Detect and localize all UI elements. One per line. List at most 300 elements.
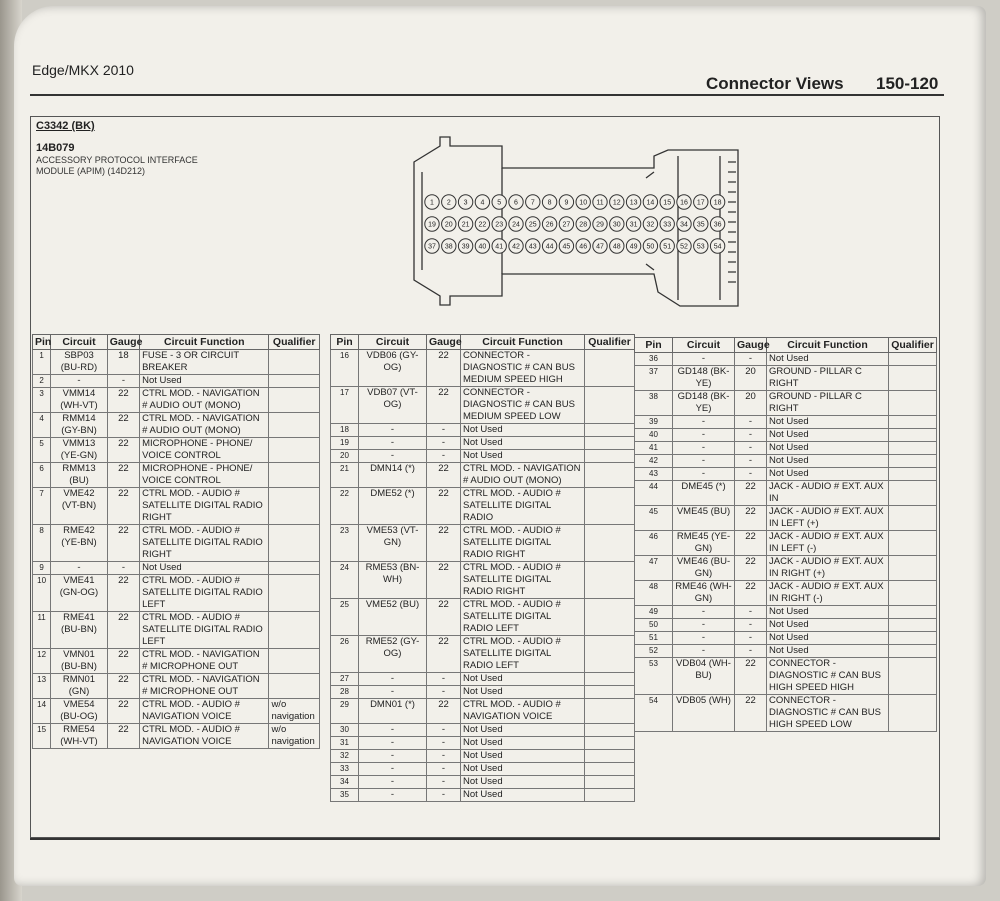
gauge-cell: 22 <box>107 413 139 438</box>
circuit-cell: - <box>673 416 735 429</box>
qualifier-cell <box>269 649 320 674</box>
qualifier-cell <box>585 776 635 789</box>
gauge-cell: 22 <box>427 350 461 387</box>
circuit-cell: RMN01 (GN) <box>51 674 108 699</box>
function-cell: Not Used <box>767 416 889 429</box>
qualifier-cell <box>269 575 320 612</box>
gauge-cell: 22 <box>735 481 767 506</box>
pin-cell: 39 <box>635 416 673 429</box>
function-cell: GROUND - PILLAR C RIGHT <box>767 391 889 416</box>
circuit-cell: VMM14 (WH-VT) <box>51 388 108 413</box>
col-circuit: Circuit <box>359 335 427 350</box>
qualifier-cell <box>889 632 937 645</box>
pin-table-3 <box>634 337 937 732</box>
circuit-cell: - <box>359 424 427 437</box>
function-cell: Not Used <box>767 619 889 632</box>
table-row <box>635 468 937 481</box>
table-row <box>331 673 635 686</box>
function-cell: CONNECTOR - DIAGNOSTIC # CAN BUS MEDIUM SPEED LOW <box>461 387 585 424</box>
gauge-cell: 22 <box>107 525 139 562</box>
function-cell: CTRL MOD. - AUDIO # NAVIGATION VOICE <box>140 699 269 724</box>
pin-cell: 40 <box>635 429 673 442</box>
circuit-cell: - <box>673 468 735 481</box>
qualifier-cell <box>889 695 937 732</box>
circuit-cell: RMM14 (GY-BN) <box>51 413 108 438</box>
pin-number: 45 <box>562 243 571 251</box>
pin-number: 25 <box>528 221 537 229</box>
function-cell: Not Used <box>767 442 889 455</box>
function-cell: CTRL MOD. - NAVIGATION # AUDIO OUT (MONO) <box>140 388 269 413</box>
qualifier-cell <box>889 531 937 556</box>
gauge-cell: - <box>735 619 767 632</box>
table-row <box>33 388 320 413</box>
table-row <box>331 750 635 763</box>
gauge-cell: 22 <box>427 525 461 562</box>
table-row <box>635 506 937 531</box>
circuit-cell: - <box>359 673 427 686</box>
pin-number: 19 <box>428 221 436 229</box>
table-row <box>635 556 937 581</box>
function-cell: JACK - AUDIO # EXT. AUX IN RIGHT (+) <box>767 556 889 581</box>
table-row <box>635 429 937 442</box>
qualifier-cell <box>269 375 320 388</box>
gauge-cell: 22 <box>107 463 139 488</box>
gauge-cell: 20 <box>735 366 767 391</box>
circuit-cell: - <box>673 442 735 455</box>
circuit-cell: VDB07 (VT-OG) <box>359 387 427 424</box>
circuit-cell: RME54 (WH-VT) <box>51 724 108 749</box>
pin-number: 24 <box>512 221 520 229</box>
gauge-cell: - <box>427 450 461 463</box>
gauge-cell: - <box>107 375 139 388</box>
pin-number: 1 <box>430 199 434 207</box>
pin-cell: 1 <box>33 350 51 375</box>
qualifier-cell <box>585 686 635 699</box>
circuit-cell: GD148 (BK-YE) <box>673 391 735 416</box>
qualifier-cell <box>269 612 320 649</box>
col-gauge: Gauge <box>735 338 767 353</box>
pin-cell: 50 <box>635 619 673 632</box>
pin-cell: 13 <box>33 674 51 699</box>
table-row <box>331 636 635 673</box>
pin-number: 20 <box>444 221 453 229</box>
pin-number: 41 <box>495 243 504 251</box>
pin-number: 39 <box>461 243 470 251</box>
table-row <box>635 416 937 429</box>
qualifier-cell <box>269 388 320 413</box>
pin-cell: 48 <box>635 581 673 606</box>
pin-cell: 52 <box>635 645 673 658</box>
function-cell: CONNECTOR - DIAGNOSTIC # CAN BUS HIGH SPEED LOW <box>767 695 889 732</box>
function-cell: Not Used <box>461 750 585 763</box>
pin-cell: 16 <box>331 350 359 387</box>
function-cell: Not Used <box>461 437 585 450</box>
function-cell: Not Used <box>767 645 889 658</box>
pin-cell: 28 <box>331 686 359 699</box>
qualifier-cell <box>889 619 937 632</box>
table-row <box>331 699 635 724</box>
connector-id: C3342 (BK) <box>36 120 95 132</box>
table-row <box>331 437 635 450</box>
circuit-cell: - <box>359 437 427 450</box>
qualifier-cell <box>585 450 635 463</box>
gauge-cell: 20 <box>735 391 767 416</box>
table-row <box>331 724 635 737</box>
pin-number: 54 <box>713 243 722 251</box>
gauge-cell: - <box>735 645 767 658</box>
table-row <box>331 525 635 562</box>
function-cell: Not Used <box>461 789 585 802</box>
gauge-cell: - <box>427 750 461 763</box>
table-row <box>331 450 635 463</box>
table-row <box>33 375 320 388</box>
pin-number: 32 <box>646 221 655 229</box>
table-row <box>331 776 635 789</box>
function-cell: Not Used <box>461 737 585 750</box>
qualifier-cell <box>585 424 635 437</box>
table-row <box>635 481 937 506</box>
function-cell: Not Used <box>461 724 585 737</box>
circuit-cell: VMM13 (YE-GN) <box>51 438 108 463</box>
function-cell: Not Used <box>461 424 585 437</box>
page-number: 150-120 <box>876 74 939 93</box>
circuit-cell: - <box>673 619 735 632</box>
qualifier-cell <box>585 636 635 673</box>
pin-cell: 27 <box>331 673 359 686</box>
pin-cell: 12 <box>33 649 51 674</box>
function-cell: Not Used <box>461 686 585 699</box>
table-row <box>635 581 937 606</box>
circuit-cell: VDB05 (WH) <box>673 695 735 732</box>
pin-cell: 23 <box>331 525 359 562</box>
pin-table-1 <box>32 334 320 749</box>
pin-number: 26 <box>545 221 554 229</box>
table-row <box>635 606 937 619</box>
pin-number: 27 <box>562 221 571 229</box>
function-cell: CTRL MOD. - AUDIO # NAVIGATION VOICE <box>461 699 585 724</box>
function-cell: CTRL MOD. - NAVIGATION # MICROPHONE OUT <box>140 649 269 674</box>
pin-cell: 30 <box>331 724 359 737</box>
col-pin: Pin <box>33 335 51 350</box>
pin-number: 33 <box>663 221 672 229</box>
function-cell: JACK - AUDIO # EXT. AUX IN LEFT (+) <box>767 506 889 531</box>
function-cell: MICROPHONE - PHONE/ VOICE CONTROL <box>140 438 269 463</box>
qualifier-cell <box>889 468 937 481</box>
circuit-cell: - <box>359 724 427 737</box>
pin-cell: 37 <box>635 366 673 391</box>
pin-cell: 49 <box>635 606 673 619</box>
pin-cell: 19 <box>331 437 359 450</box>
gauge-cell: - <box>735 468 767 481</box>
pin-cell: 32 <box>331 750 359 763</box>
pin-number: 44 <box>545 243 554 251</box>
table-row <box>331 763 635 776</box>
circuit-cell: DME52 (*) <box>359 488 427 525</box>
function-cell: Not Used <box>140 562 269 575</box>
circuit-cell: - <box>359 686 427 699</box>
function-cell: CTRL MOD. - AUDIO # SATELLITE DIGITAL RADIO LEFT <box>140 575 269 612</box>
pin-cell: 43 <box>635 468 673 481</box>
pin-cell: 29 <box>331 699 359 724</box>
function-cell: Not Used <box>140 375 269 388</box>
table-row <box>635 353 937 366</box>
qualifier-cell <box>269 488 320 525</box>
pin-cell: 7 <box>33 488 51 525</box>
gauge-cell: 22 <box>107 388 139 413</box>
gauge-cell: 22 <box>427 387 461 424</box>
table-row <box>33 674 320 699</box>
table-row <box>331 387 635 424</box>
pin-cell: 35 <box>331 789 359 802</box>
circuit-cell: VME53 (VT-GN) <box>359 525 427 562</box>
function-cell: Not Used <box>767 455 889 468</box>
pin-cell: 9 <box>33 562 51 575</box>
pin-number: 34 <box>680 221 688 229</box>
table-row <box>331 463 635 488</box>
function-cell: CTRL MOD. - AUDIO # SATELLITE DIGITAL RADIO <box>461 488 585 525</box>
pin-cell: 53 <box>635 658 673 695</box>
pin-number: 9 <box>564 199 569 207</box>
connector-part-number: 14B079 <box>36 142 75 154</box>
circuit-cell: - <box>673 632 735 645</box>
gauge-cell: - <box>735 353 767 366</box>
qualifier-cell <box>889 429 937 442</box>
table-row <box>635 658 937 695</box>
pin-number: 51 <box>663 243 672 251</box>
function-cell: Not Used <box>767 353 889 366</box>
qualifier-cell <box>585 763 635 776</box>
qualifier-cell: w/o navigation <box>269 699 320 724</box>
table-row <box>33 463 320 488</box>
pin-table-2 <box>330 334 635 802</box>
qualifier-cell <box>269 525 320 562</box>
col-circuit: Circuit <box>51 335 108 350</box>
gauge-cell: - <box>427 686 461 699</box>
table-row <box>331 599 635 636</box>
pin-cell: 42 <box>635 455 673 468</box>
circuit-cell: - <box>51 562 108 575</box>
qualifier-cell <box>585 562 635 599</box>
circuit-cell: RME45 (YE-GN) <box>673 531 735 556</box>
circuit-cell: VME52 (BU) <box>359 599 427 636</box>
pin-number: 42 <box>512 243 520 251</box>
pin-number: 36 <box>713 221 722 229</box>
pin-number: 21 <box>461 221 470 229</box>
pin-cell: 5 <box>33 438 51 463</box>
circuit-cell: RME52 (GY-OG) <box>359 636 427 673</box>
circuit-cell: VME41 (GN-OG) <box>51 575 108 612</box>
gauge-cell: 22 <box>427 562 461 599</box>
pin-number: 43 <box>528 243 537 251</box>
pin-cell: 15 <box>33 724 51 749</box>
circuit-cell: - <box>673 353 735 366</box>
gauge-cell: 22 <box>427 636 461 673</box>
qualifier-cell <box>889 606 937 619</box>
qualifier-cell <box>889 442 937 455</box>
circuit-cell: VME42 (VT-BN) <box>51 488 108 525</box>
function-cell: CTRL MOD. - AUDIO # NAVIGATION VOICE <box>140 724 269 749</box>
function-cell: Not Used <box>461 673 585 686</box>
qualifier-cell <box>585 599 635 636</box>
pin-cell: 2 <box>33 375 51 388</box>
gauge-cell: 22 <box>107 649 139 674</box>
qualifier-cell <box>269 463 320 488</box>
qualifier-cell <box>585 750 635 763</box>
circuit-cell: VME54 (BU-OG) <box>51 699 108 724</box>
col-gauge: Gauge <box>107 335 139 350</box>
col-qualifier: Qualifier <box>585 335 635 350</box>
pin-number: 47 <box>596 243 604 251</box>
qualifier-cell <box>889 506 937 531</box>
pin-number: 46 <box>579 243 588 251</box>
function-cell: FUSE - 3 OR CIRCUIT BREAKER <box>140 350 269 375</box>
gauge-cell: - <box>427 776 461 789</box>
table-row <box>331 562 635 599</box>
col-pin: Pin <box>635 338 673 353</box>
pin-number: 49 <box>629 243 638 251</box>
circuit-cell: VME46 (BU-GN) <box>673 556 735 581</box>
circuit-cell: - <box>359 789 427 802</box>
table-row <box>33 649 320 674</box>
gauge-cell: 22 <box>107 612 139 649</box>
header-rule <box>30 94 944 96</box>
pin-cell: 34 <box>331 776 359 789</box>
pin-number: 13 <box>629 199 638 207</box>
pin-number: 8 <box>547 199 552 207</box>
function-cell: CTRL MOD. - AUDIO # SATELLITE DIGITAL RADIO RIGHT <box>140 525 269 562</box>
qualifier-cell: w/o navigation <box>269 724 320 749</box>
gauge-cell: 22 <box>427 699 461 724</box>
qualifier-cell <box>269 562 320 575</box>
function-cell: Not Used <box>461 763 585 776</box>
pin-cell: 36 <box>635 353 673 366</box>
col-circuit-function: Circuit Function <box>767 338 889 353</box>
circuit-cell: DME45 (*) <box>673 481 735 506</box>
pin-number: 22 <box>478 221 487 229</box>
gauge-cell: 22 <box>735 556 767 581</box>
table-row <box>33 488 320 525</box>
qualifier-cell <box>889 481 937 506</box>
section-title: Connector Views <box>706 74 844 93</box>
gauge-cell: 22 <box>427 488 461 525</box>
pin-number: 50 <box>646 243 655 251</box>
table-row <box>331 488 635 525</box>
function-cell: CONNECTOR - DIAGNOSTIC # CAN BUS HIGH SPEED HIGH <box>767 658 889 695</box>
qualifier-cell <box>889 581 937 606</box>
table-row <box>33 575 320 612</box>
circuit-cell: - <box>359 737 427 750</box>
qualifier-cell <box>889 353 937 366</box>
table-row <box>635 455 937 468</box>
circuit-cell: - <box>359 776 427 789</box>
qualifier-cell <box>889 391 937 416</box>
footer-rule <box>30 838 940 840</box>
gauge-cell: - <box>427 763 461 776</box>
gauge-cell: - <box>735 455 767 468</box>
function-cell: Not Used <box>767 429 889 442</box>
pin-cell: 6 <box>33 463 51 488</box>
circuit-cell: RME46 (WH-GN) <box>673 581 735 606</box>
pin-cell: 26 <box>331 636 359 673</box>
function-cell: JACK - AUDIO # EXT. AUX IN <box>767 481 889 506</box>
qualifier-cell <box>585 350 635 387</box>
gauge-cell: 22 <box>735 531 767 556</box>
qualifier-cell <box>269 413 320 438</box>
table-row <box>33 413 320 438</box>
function-cell: CONNECTOR - DIAGNOSTIC # CAN BUS MEDIUM SPEED HIGH <box>461 350 585 387</box>
pin-cell: 47 <box>635 556 673 581</box>
connector-description: ACCESSORY PROTOCOL INTERFACE MODULE (APIM) (14D212) <box>36 155 198 176</box>
pin-number: 23 <box>495 221 504 229</box>
pin-number: 30 <box>612 221 621 229</box>
qualifier-cell <box>889 455 937 468</box>
function-cell: Not Used <box>767 632 889 645</box>
function-cell: Not Used <box>461 776 585 789</box>
qualifier-cell <box>269 438 320 463</box>
pin-number: 3 <box>463 199 468 207</box>
connector-diagram <box>410 132 750 310</box>
pin-cell: 21 <box>331 463 359 488</box>
pin-cell: 33 <box>331 763 359 776</box>
function-cell: JACK - AUDIO # EXT. AUX IN LEFT (-) <box>767 531 889 556</box>
pin-cell: 17 <box>331 387 359 424</box>
pin-number: 5 <box>497 199 502 207</box>
col-qualifier: Qualifier <box>269 335 320 350</box>
manual-title: Edge/MKX 2010 <box>32 62 134 78</box>
pin-cell: 8 <box>33 525 51 562</box>
pin-cell: 4 <box>33 413 51 438</box>
pin-cell: 24 <box>331 562 359 599</box>
pin-number: 11 <box>596 199 604 207</box>
function-cell: JACK - AUDIO # EXT. AUX IN RIGHT (-) <box>767 581 889 606</box>
pin-cell: 3 <box>33 388 51 413</box>
col-circuit-function: Circuit Function <box>140 335 269 350</box>
pin-number: 10 <box>579 199 588 207</box>
pin-number: 2 <box>446 199 451 207</box>
table-row <box>635 391 937 416</box>
pin-number: 40 <box>478 243 487 251</box>
gauge-cell: 22 <box>107 699 139 724</box>
gauge-cell: 22 <box>107 724 139 749</box>
circuit-cell: - <box>673 645 735 658</box>
col-pin: Pin <box>331 335 359 350</box>
function-cell: CTRL MOD. - NAVIGATION # AUDIO OUT (MONO) <box>140 413 269 438</box>
function-cell: CTRL MOD. - AUDIO # SATELLITE DIGITAL RADIO LEFT <box>461 636 585 673</box>
table-row <box>331 350 635 387</box>
pin-number: 37 <box>428 243 436 251</box>
pin-cell: 51 <box>635 632 673 645</box>
gauge-cell: - <box>735 429 767 442</box>
col-qualifier: Qualifier <box>889 338 937 353</box>
pin-number: 52 <box>680 243 688 251</box>
table-row <box>331 789 635 802</box>
gauge-cell: 22 <box>427 599 461 636</box>
gauge-cell: - <box>735 632 767 645</box>
pin-number: 17 <box>696 199 705 207</box>
table-row <box>33 612 320 649</box>
table-row <box>635 632 937 645</box>
gauge-cell: 22 <box>735 581 767 606</box>
col-circuit-function: Circuit Function <box>461 335 585 350</box>
pin-number: 6 <box>514 199 518 207</box>
circuit-cell: VDB06 (GY-OG) <box>359 350 427 387</box>
pin-number: 35 <box>696 221 705 229</box>
circuit-cell: - <box>673 429 735 442</box>
pin-cell: 14 <box>33 699 51 724</box>
gauge-cell: - <box>427 424 461 437</box>
pin-cell: 41 <box>635 442 673 455</box>
table-row <box>33 724 320 749</box>
